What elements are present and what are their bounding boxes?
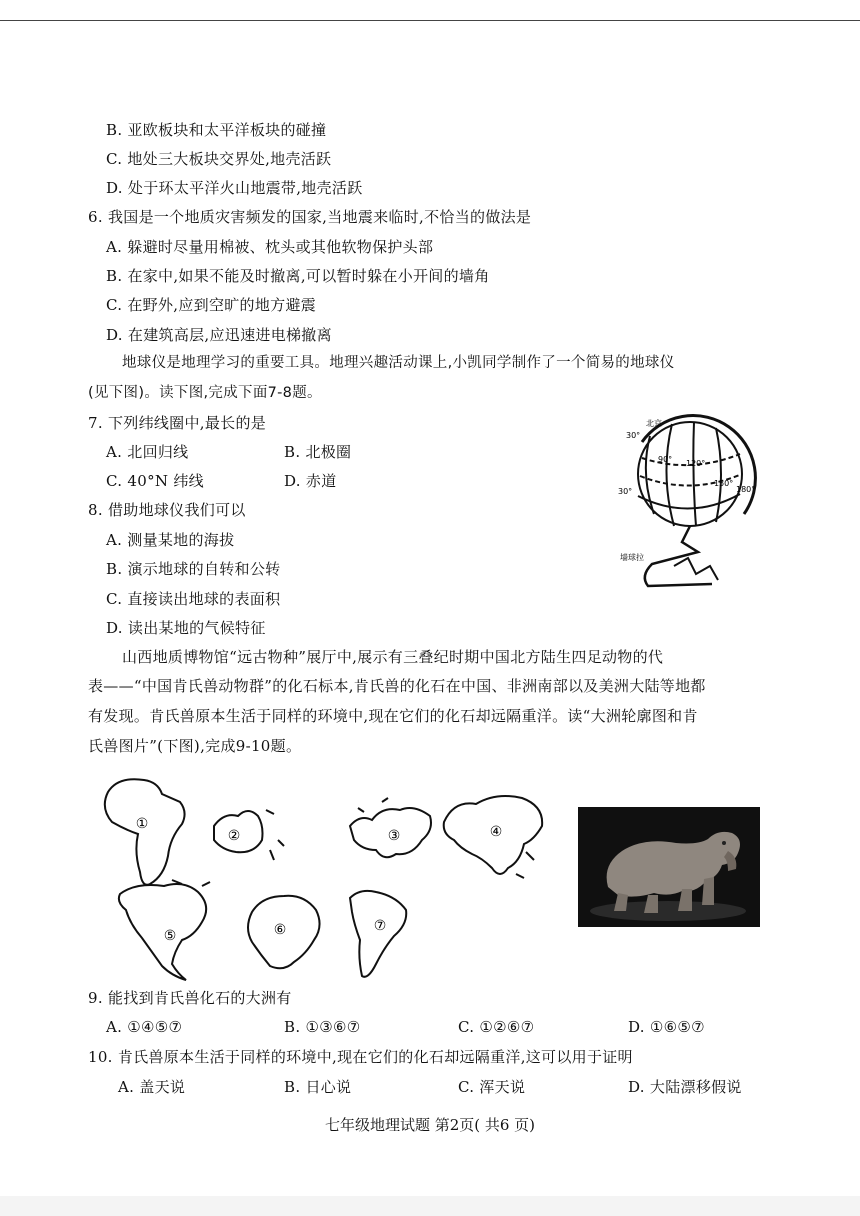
- q6-option-a: A. 躲避时尽量用棉被、枕头或其他软物保护头部: [106, 238, 434, 256]
- q6-option-d: D. 在建筑高层,应迅速进电梯撤离: [106, 326, 332, 344]
- q5-option-d: D. 处于环太平洋火山地震带,地壳活跃: [106, 179, 363, 197]
- continent-asia-outline: [436, 788, 550, 884]
- globe-label-lon-150: 150°: [714, 479, 734, 488]
- continent-oceania-outline: [204, 800, 290, 870]
- q9-option-b: B. ①③⑥⑦: [284, 1018, 361, 1036]
- page-footer: 七年级地理试题 第2页( 共6 页): [324, 1116, 536, 1134]
- globe-label-lat-top: 30°: [626, 431, 641, 440]
- continent-south-america-outline: [344, 884, 412, 984]
- q6-option-c: C. 在野外,应到空旷的地方避震: [106, 296, 317, 314]
- q7-stem: 7. 下列纬线圈中,最长的是: [88, 414, 267, 432]
- continent-label-6: ⑥: [273, 922, 287, 938]
- passage-7-8-line1: 地球仪是地理学习的重要工具。地理兴趣活动课上,小凯同学制作了一个简易的地球仪: [122, 355, 675, 371]
- q8-stem: 8. 借助地球仪我们可以: [88, 501, 246, 519]
- q7-option-a: A. 北回归线: [106, 443, 189, 461]
- globe-figure: [612, 414, 762, 594]
- q10-stem: 10. 肯氏兽原本生活于同样的环境中,现在它们的化石却远隔重洋,这可以用于证明: [88, 1048, 633, 1066]
- globe-label-north: 北京: [646, 419, 662, 428]
- q9-option-c: C. ①②⑥⑦: [458, 1018, 535, 1036]
- q9-option-a: A. ①④⑤⑦: [106, 1018, 183, 1036]
- continent-europe-outline: [342, 796, 442, 868]
- continent-label-4: ④: [489, 824, 503, 840]
- q7-option-d: D. 赤道: [284, 472, 337, 490]
- q10-option-d: D. 大陆漂移假说: [628, 1078, 742, 1096]
- passage-7-8-line2: (见下图)。读下图,完成下面7-8题。: [88, 385, 322, 401]
- q8-option-a: A. 测量某地的海拔: [106, 531, 235, 549]
- q10-option-c: C. 浑天说: [458, 1078, 526, 1096]
- q5-option-c: C. 地处三大板块交界处,地壳活跃: [106, 150, 332, 168]
- globe-label-lon-90: 90°: [658, 455, 673, 464]
- kannemeyeria-photo: [578, 807, 760, 927]
- q9-option-d: D. ①⑥⑤⑦: [628, 1018, 705, 1036]
- q9-stem: 9. 能找到肯氏兽化石的大洲有: [88, 989, 292, 1007]
- continent-label-5: ⑤: [163, 928, 177, 944]
- q8-option-d: D. 读出某地的气候特征: [106, 619, 266, 637]
- q6-option-b: B. 在家中,如果不能及时撤离,可以暂时躲在小开间的墙角: [106, 267, 490, 285]
- bottom-band: [0, 1196, 860, 1216]
- globe-label-lon-180: 180°: [736, 485, 756, 494]
- continent-north-america-outline: [112, 876, 222, 984]
- q8-option-b: B. 演示地球的自转和公转: [106, 560, 281, 578]
- q10-option-a: A. 盖天说: [118, 1078, 186, 1096]
- continent-antarctica-outline: [240, 888, 328, 978]
- globe-label-lat-bottom: 30°: [618, 487, 633, 496]
- top-border: [0, 20, 860, 21]
- passage-9-10-line3: 有发现。肯氏兽原本生活于同样的环境中,现在它们的化石却远隔重洋。读“大洲轮廓图和肯: [88, 707, 698, 725]
- q8-option-c: C. 直接读出地球的表面积: [106, 590, 281, 608]
- passage-9-10-line4: 氏兽图片”(下图),完成9-10题。: [88, 737, 302, 755]
- passage-9-10-line2: 表——“中国肯氏兽动物群”的化石标本,肯氏兽的化石在中国、非洲南部以及美洲大陆等地都: [88, 677, 706, 695]
- q7-option-b: B. 北极圈: [284, 443, 352, 461]
- globe-label-stand: 墙球拉: [620, 553, 644, 562]
- continent-label-3: ③: [387, 828, 401, 844]
- q10-option-b: B. 日心说: [284, 1078, 352, 1096]
- q5-option-b: B. 亚欧板块和太平洋板块的碰撞: [106, 121, 327, 139]
- continent-africa-outline: [98, 772, 198, 892]
- passage-9-10-line1: 山西地质博物馆“远古物种”展厅中,展示有三叠纪时期中国北方陆生四足动物的代: [122, 648, 664, 666]
- q7-option-c: C. 40°N 纬线: [106, 472, 204, 490]
- continent-label-1: ①: [135, 816, 149, 832]
- continent-label-7: ⑦: [373, 918, 387, 934]
- continent-label-2: ②: [227, 828, 241, 844]
- q6-stem: 6. 我国是一个地质灾害频发的国家,当地震来临时,不恰当的做法是: [88, 208, 532, 226]
- globe-label-lon-120: 120°: [686, 459, 706, 468]
